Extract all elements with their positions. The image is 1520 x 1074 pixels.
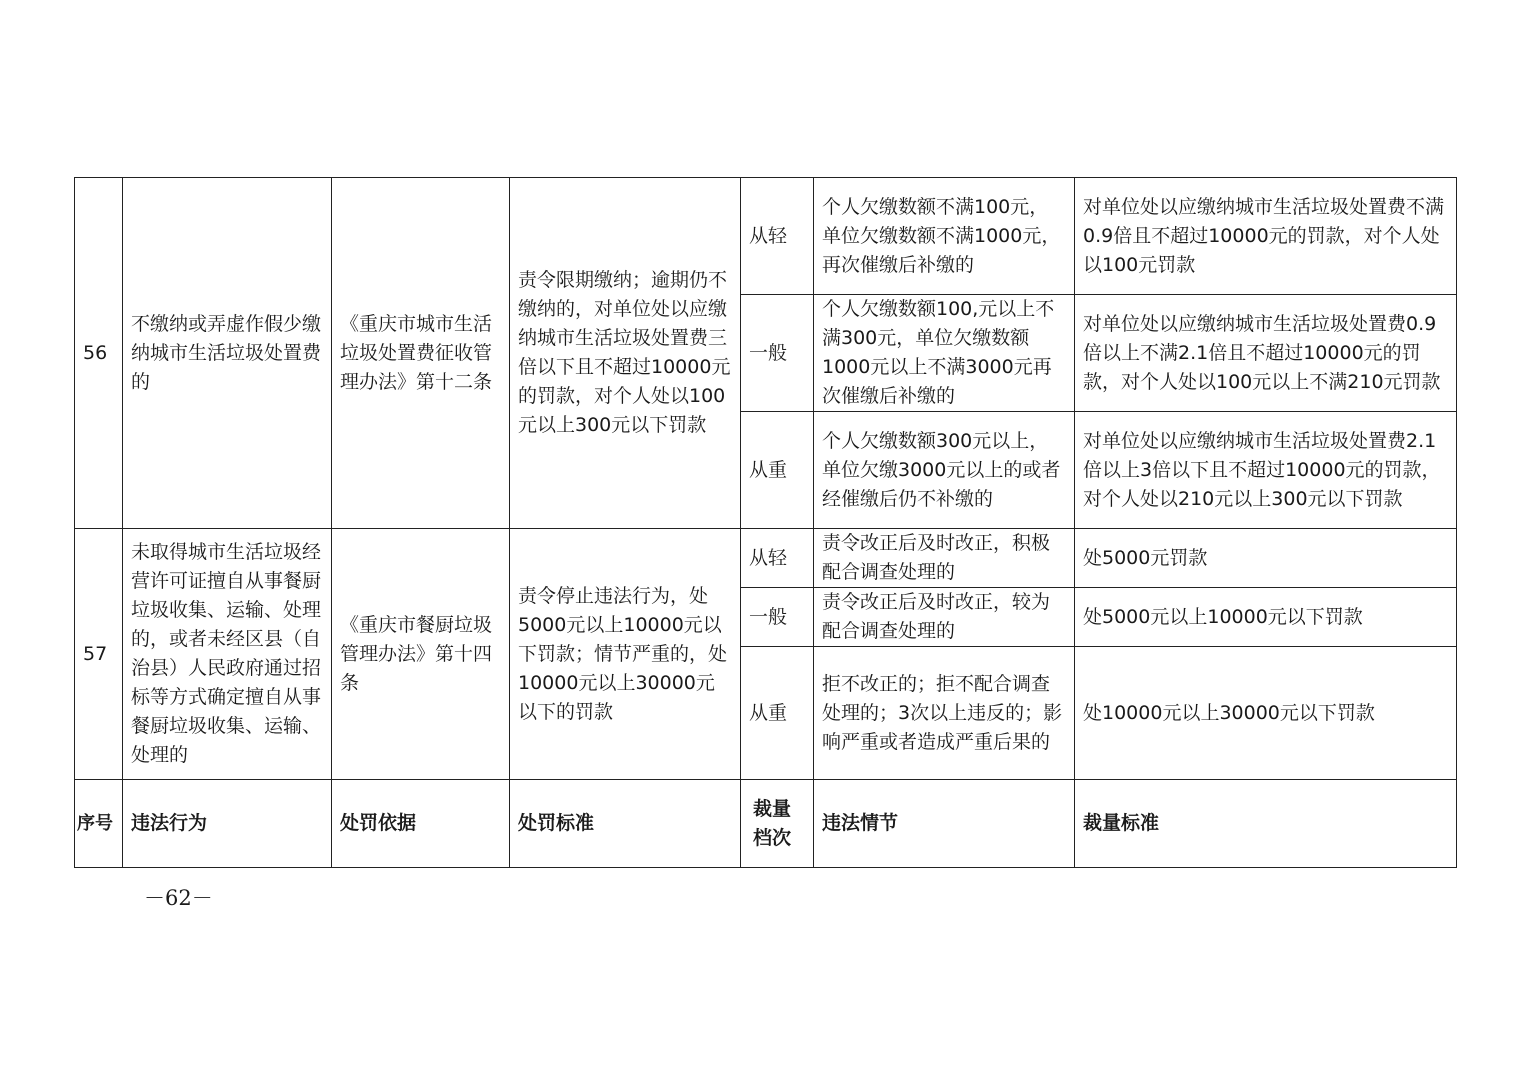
criteria-cell: 处10000元以上30000元以下罚款 xyxy=(1075,647,1457,780)
header-circumstance: 违法情节 xyxy=(814,780,1075,868)
circumstance-cell: 拒不改正的；拒不配合调查处理的；3次以上违反的；影响严重或者造成严重后果的 xyxy=(814,647,1075,780)
seq-cell: 57 xyxy=(75,529,123,780)
header-row xyxy=(75,780,1457,868)
header-standard: 处罚标准 xyxy=(510,780,741,868)
basis-cell: 《重庆市城市生活垃圾处置费征收管理办法》第十二条 xyxy=(332,178,510,529)
circumstance-cell: 责令改正后及时改正，积极配合调查处理的 xyxy=(814,529,1075,588)
criteria-cell: 对单位处以应缴纳城市生活垃圾处置费0.9倍以上不满2.1倍且不超过10000元的罚款，对个人处以100元以上不满210元罚款 xyxy=(1075,295,1457,412)
circumstance-cell: 个人欠缴数额不满100元，单位欠缴数额不满1000元，再次催缴后补缴的 xyxy=(814,178,1075,295)
level-cell: 一般 xyxy=(741,295,814,412)
criteria-cell: 处5000元罚款 xyxy=(1075,529,1457,588)
header-behavior: 违法行为 xyxy=(123,780,332,868)
header-level: 裁量档次 xyxy=(741,780,814,868)
table-row xyxy=(75,529,1457,588)
table-row xyxy=(75,178,1457,295)
circumstance-cell: 责令改正后及时改正，较为配合调查处理的 xyxy=(814,588,1075,647)
level-cell: 一般 xyxy=(741,588,814,647)
level-cell: 从轻 xyxy=(741,529,814,588)
criteria-cell: 对单位处以应缴纳城市生活垃圾处置费不满0.9倍且不超过10000元的罚款，对个人处以100元罚款 xyxy=(1075,178,1457,295)
header-criteria: 裁量标准 xyxy=(1075,780,1457,868)
header-seq: 序号 xyxy=(75,780,123,868)
standard-cell: 责令停止违法行为，处5000元以上10000元以下罚款；情节严重的，处10000元以上30000元以下的罚款 xyxy=(510,529,741,780)
level-cell: 从轻 xyxy=(741,178,814,295)
discretion-table xyxy=(74,177,1457,868)
basis-cell: 《重庆市餐厨垃圾管理办法》第十四条 xyxy=(332,529,510,780)
page-number: －62－ xyxy=(144,886,213,910)
criteria-cell: 对单位处以应缴纳城市生活垃圾处置费2.1倍以上3倍以下且不超过10000元的罚款，对个人处以210元以上300元以下罚款 xyxy=(1075,412,1457,529)
criteria-cell: 处5000元以上10000元以下罚款 xyxy=(1075,588,1457,647)
circumstance-cell: 个人欠缴数额300元以上，单位欠缴3000元以上的或者经催缴后仍不补缴的 xyxy=(814,412,1075,529)
circumstance-cell: 个人欠缴数额100,元以上不满300元，单位欠缴数额1000元以上不满3000元再次催缴后补缴的 xyxy=(814,295,1075,412)
level-cell: 从重 xyxy=(741,647,814,780)
behavior-cell: 不缴纳或弄虚作假少缴纳城市生活垃圾处置费的 xyxy=(123,178,332,529)
seq-cell: 56 xyxy=(75,178,123,529)
standard-cell: 责令限期缴纳；逾期仍不缴纳的，对单位处以应缴纳城市生活垃圾处置费三倍以下且不超过10000元的罚款，对个人处以100元以上300元以下罚款 xyxy=(510,178,741,529)
header-basis: 处罚依据 xyxy=(332,780,510,868)
behavior-cell: 未取得城市生活垃圾经营许可证擅自从事餐厨垃圾收集、运输、处理的，或者未经区县（自治县）人民政府通过招标等方式确定擅自从事餐厨垃圾收集、运输、处理的 xyxy=(123,529,332,780)
level-cell: 从重 xyxy=(741,412,814,529)
